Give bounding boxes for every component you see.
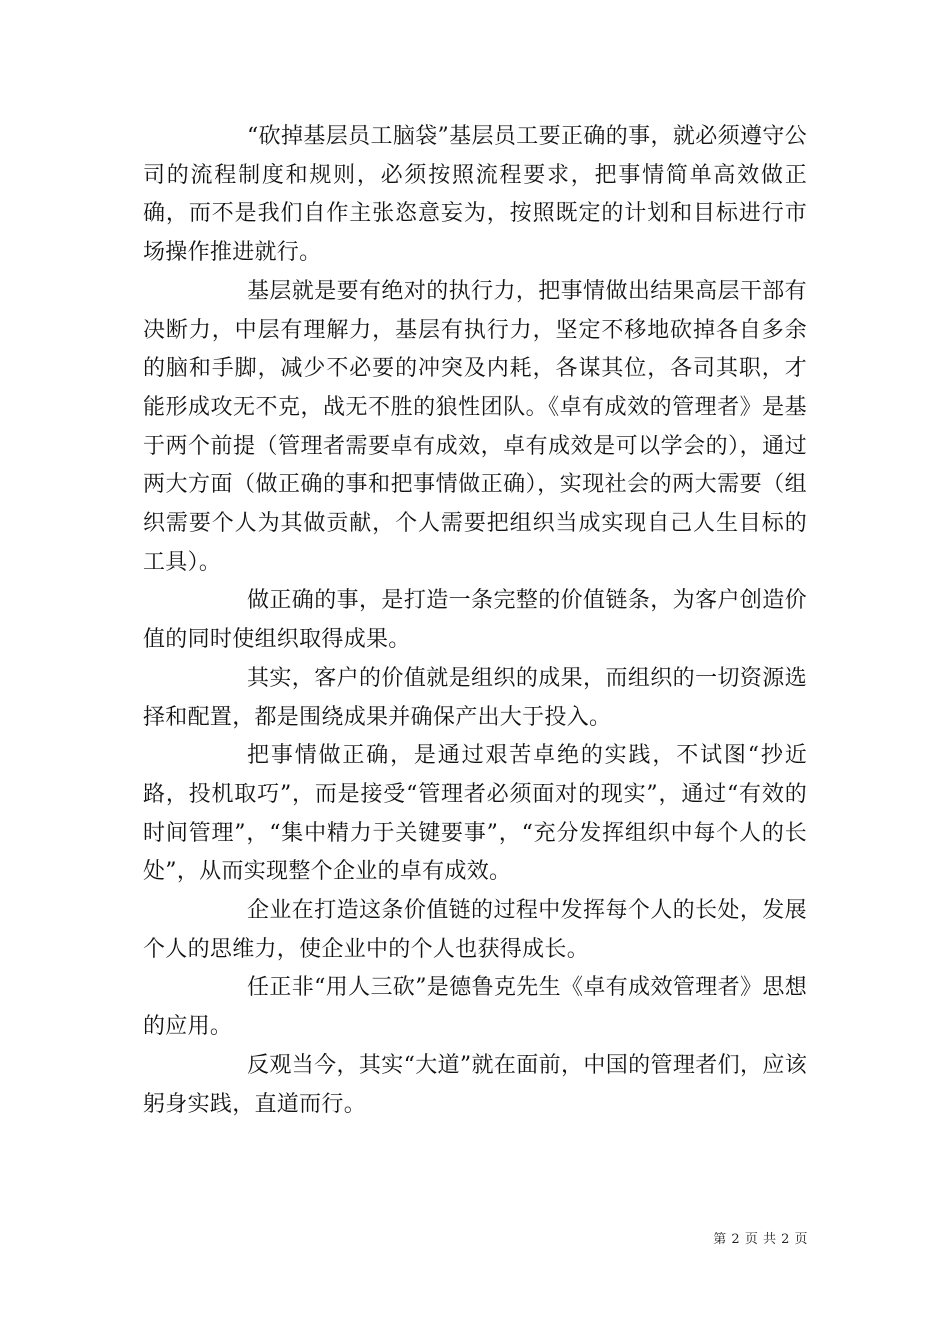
paragraph: 基层就是要有绝对的执行力，把事情做出结果高层干部有决断力，中层有理解力，基层有执行力，坚定不移地砍掉各自多余的脑和手脚，减少不必要的冲突及内耗，各谋其位，各司其职，才能形成攻无不克，战无不胜的狼性团队。《卓有成效的管理者》是基于两个前提（管理者需要卓有成效，卓有成效是可以学会的），通过两大方面（做正确的事和把事情做正确），实现社会的两大需要（组织需要个人为其做贡献，个人需要把组织当成实现自己人生目标的工具）。 <box>143 278 807 575</box>
page-number-footer: 第 2 页 共 2 页 <box>713 1232 808 1247</box>
paragraph: 做正确的事，是打造一条完整的价值链条，为客户创造价值的同时使组织取得成果。 <box>143 588 807 653</box>
paragraph: 其实，客户的价值就是组织的成果，而组织的一切资源选择和配置，都是围绕成果并确保产出大于投入。 <box>143 665 807 730</box>
paragraph: 把事情做正确，是通过艰苦卓绝的实践，不试图“抄近路，投机取巧”，而是接受“管理者必须面对的现实”，通过“有效的时间管理”，“集中精力于关键要事”，“充分发挥组织中每个人的长处”，从而实现整个企业的卓有成效。 <box>143 743 807 885</box>
body-text <box>143 118 807 1124</box>
paragraph: 企业在打造这条价值链的过程中发挥每个人的长处，发展个人的思维力，使企业中的个人也获得成长。 <box>143 898 807 962</box>
paragraph: 反观当今，其实“大道”就在面前，中国的管理者们，应该躬身实践，直道而行。 <box>143 1052 807 1117</box>
paragraph: 任正非“用人三砍”是德鲁克先生《卓有成效管理者》思想的应用。 <box>143 975 807 1040</box>
paragraph: “砍掉基层员工脑袋”基层员工要正确的事，就必须遵守公司的流程制度和规则，必须按照流程要求，把事情简单高效做正确，而不是我们自作主张恣意妄为，按照既定的计划和目标进行市场操作推进就行。 <box>143 124 807 266</box>
